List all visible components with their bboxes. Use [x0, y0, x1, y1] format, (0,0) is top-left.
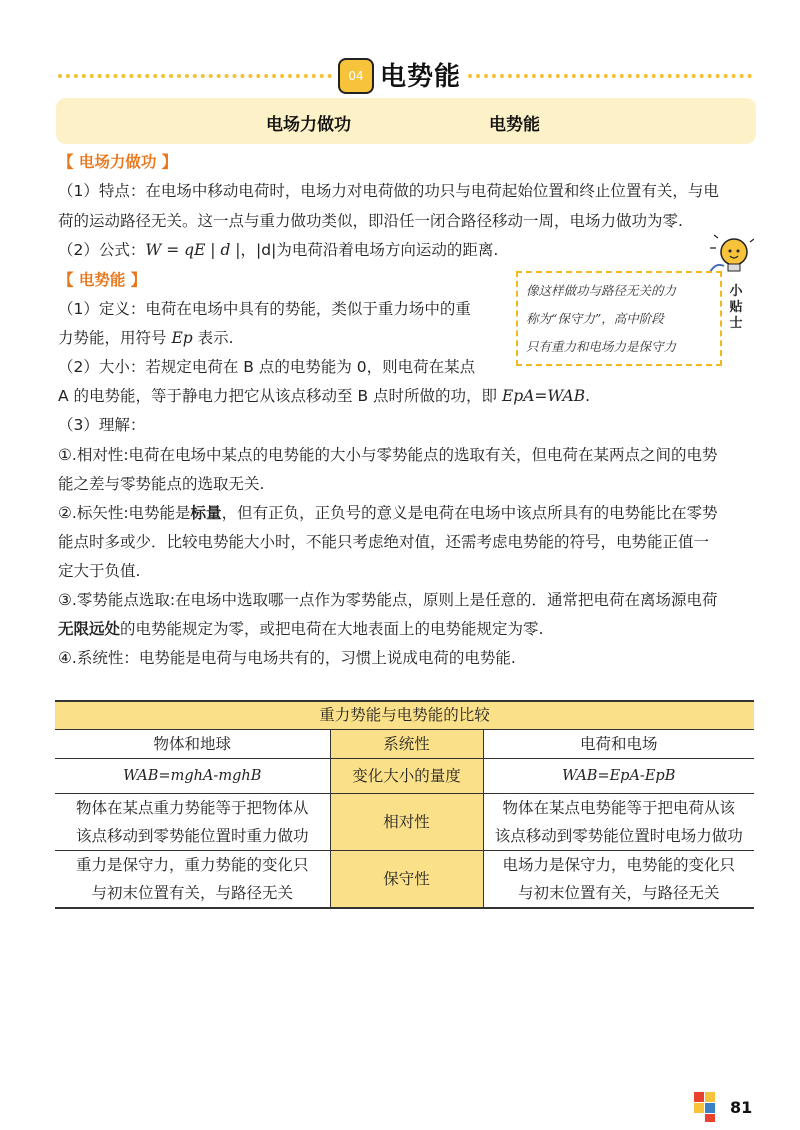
table-header-system: 系统性	[330, 730, 483, 759]
gravity-conservative-line2: 与初末位置有关，与路径无关	[91, 884, 293, 902]
work-heading: 【 电场力做功 】	[58, 153, 178, 171]
definition-end: 表示.	[192, 329, 234, 347]
ep-symbol: Ep	[171, 329, 193, 347]
work-formula-line	[58, 240, 498, 260]
header-dotted-line-left	[58, 74, 332, 78]
section-number-badge: 04	[338, 58, 374, 94]
size-text: A 的电势能，等于静电力把它从该点移动至 B 点时所做的功，即	[58, 387, 502, 405]
electric-relativity-cell	[483, 794, 754, 851]
comparison-table	[55, 700, 754, 909]
scalar-line3: 定大于负值.	[58, 562, 141, 580]
electric-work-formula: WAB=EpA-EpB	[483, 759, 754, 794]
size-line2	[58, 386, 590, 406]
epa-formula: EpA=WAB	[501, 387, 586, 405]
zero-point-line2	[58, 619, 543, 639]
banner-topic-energy: 电势能	[489, 115, 540, 135]
relativity-line2: 能之差与零势能点的选取无关.	[58, 475, 265, 493]
conservative-label: 保守性	[330, 851, 483, 909]
zero-point-text: 的电势能规定为零，或把电荷在大地表面上的电势能规定为零.	[120, 620, 544, 638]
gravity-work-formula: WAB=mghA-mghB	[55, 759, 330, 794]
work-formula: W = qE | d |	[145, 241, 241, 259]
understand-heading: （3）理解：	[58, 416, 146, 434]
header-dotted-line-right	[468, 74, 752, 78]
energy-heading: 【 电势能 】	[58, 271, 147, 289]
gravity-conservative-cell	[55, 851, 330, 909]
electric-relativity-line1: 物体在某点电势能等于把电荷从该	[502, 799, 736, 817]
tip-line-3: 只有重力和电场力是保守力	[526, 339, 677, 354]
measure-label: 变化大小的量度	[330, 759, 483, 794]
definition-text: 力势能，用符号	[58, 329, 172, 347]
formula-prefix: （2）公式：	[58, 241, 146, 259]
table-header-electric: 电荷和电场	[483, 730, 754, 759]
gravity-relativity-line1: 物体在某点重力势能等于把物体从	[75, 799, 309, 817]
size-line1: （2）大小：若规定电荷在 B 点的电势能为 0，则电荷在某点	[58, 358, 476, 376]
tip-box	[516, 271, 722, 366]
page-number: 81	[730, 1098, 753, 1117]
gravity-conservative-line1: 重力是保守力，重力势能的变化只	[75, 856, 309, 874]
logo-icon	[692, 1090, 722, 1124]
work-feature-line1: （1）特点：在电场中移动电荷时，电场力对电荷做的功只与电荷起始位置和终止位置有关，与电	[58, 182, 719, 200]
electric-conservative-line1: 电场力是保守力，电势能的变化只	[502, 856, 736, 874]
table-title: 重力势能与电势能的比较	[55, 701, 754, 730]
table-header-gravity: 物体和地球	[55, 730, 330, 759]
size-end: .	[585, 387, 591, 405]
electric-conservative-line2: 与初末位置有关，与路径无关	[518, 884, 720, 902]
infinity-bold: 无限远处	[58, 620, 121, 638]
definition-line1: （1）定义：电荷在电场中具有的势能，类似于重力场中的重	[58, 300, 471, 318]
scalar-line1	[58, 503, 718, 523]
scalar-line2: 能点时多或少．比较电势能大小时，不能只考虑绝对值，还需考虑电势能的符号，电势能正值一	[58, 533, 710, 551]
scalar-text-a: ②.标矢性:电势能是	[58, 504, 191, 522]
tip-line-1: 像这样做功与路径无关的力	[526, 283, 677, 298]
tip-line-2: 称为“保守力”，高中阶段	[526, 311, 664, 326]
scalar-bold: 标量	[190, 504, 222, 522]
work-feature-line2: 荷的运动路径无关。这一点与重力做功类似，即沿任一闭合路径移动一周，电场力做功为零.	[58, 212, 683, 230]
formula-suffix: ，|d|为电荷沿着电场方向运动的距离.	[240, 241, 499, 259]
electric-relativity-line2: 该点移动到零势能位置时电场力做功	[494, 827, 743, 845]
topic-banner	[56, 98, 756, 144]
relativity-label: 相对性	[330, 794, 483, 851]
system-line: ④.系统性：电势能是电荷与电场共有的，习惯上说成电荷的电势能.	[58, 649, 516, 667]
section-title: 电势能	[380, 62, 462, 92]
gravity-relativity-cell	[55, 794, 330, 851]
tip-label: 小贴士	[729, 284, 743, 331]
zero-point-line1: ③.零势能点选取:在电场中选取哪一点作为零势能点，原则上是任意的．通常把电荷在离场源电荷	[58, 591, 718, 609]
definition-line2	[58, 328, 234, 348]
scalar-text-b: ，但有正负，正负号的意义是电荷在电场中该点所具有的电势能比在零势	[221, 504, 718, 522]
electric-conservative-cell	[483, 851, 754, 909]
banner-topic-work: 电场力做功	[266, 115, 351, 135]
relativity-line1: ①.相对性:电荷在电场中某点的电势能的大小与零势能点的选取有关，但电荷在某两点之间的电势	[58, 446, 718, 464]
gravity-relativity-line2: 该点移动到零势能位置时重力做功	[75, 827, 309, 845]
